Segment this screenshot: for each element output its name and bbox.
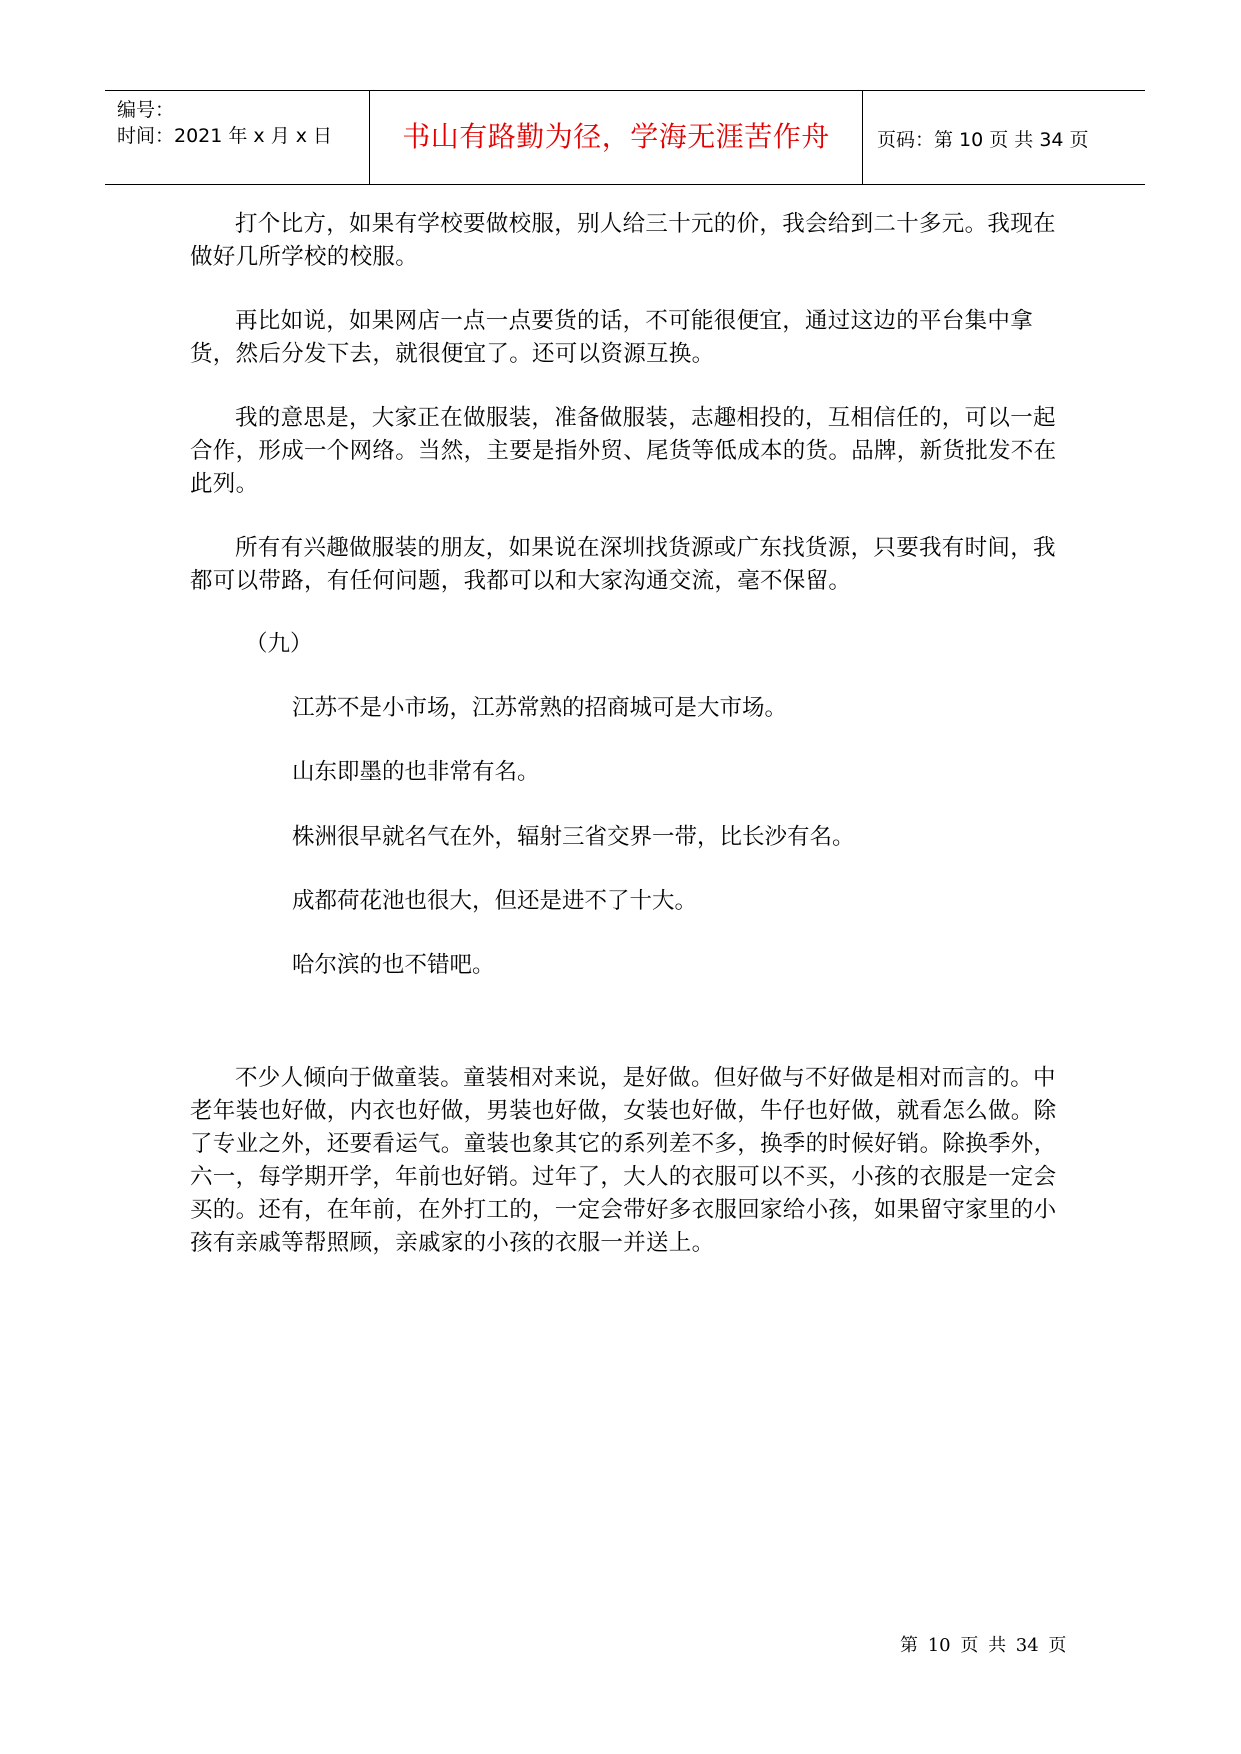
line-3: 株洲很早就名气在外，辐射三省交界一带，比长沙有名。 [292, 824, 855, 850]
paragraph-4: 所有有兴趣做服装的朋友，如果说在深圳找货源或广东找货源，只要我有时间，我都可以带路，有任何问题，我都可以和大家沟通交流，毫不保留。 [190, 535, 1056, 594]
line-2: 山东即墨的也非常有名。 [292, 759, 540, 785]
header-page-code: 页码：第 10 页 共 34 页 [877, 129, 1089, 151]
paragraph-5: 不少人倾向于做童装。童装相对来说，是好做。但好做与不好做是相对而言的。中老年装也好做，内衣也好做，男装也好做，女装也好做，牛仔也好做，就看怎么做。除了专业之外，还要看运气。童装也象其它的系列差不多，换季的时候好销。除换季外，六一，每学期开学，年前也好销。过年了，大人的衣服可以不买，小孩的衣服是一定会买的。还有，在年前，在外打工的，一定会带好多衣服回家给小孩，如果留守家里的小孩有亲戚等帮照顾，亲戚家的小孩的衣服一并送上。 [190, 1065, 1057, 1256]
header-motto: 书山有路勤为径，学海无涯苦作舟 [402, 120, 830, 153]
doc-number-label: 编号： [117, 99, 175, 121]
document-header [105, 90, 1145, 185]
page-footer: 第 10 页 共 34 页 [900, 1635, 1067, 1656]
line-4: 成都荷花池也很大，但还是进不了十大。 [292, 888, 698, 914]
paragraph-2: 再比如说，如果网店一点一点要货的话，不可能很便宜，通过这边的平台集中拿货，然后分发下去，就很便宜了。还可以资源互换。 [190, 308, 1034, 367]
paragraph-1: 打个比方，如果有学校要做校服，别人给三十元的价，我会给到二十多元。我现在做好几所学校的校服。 [190, 211, 1056, 270]
header-right-cell [863, 91, 1145, 184]
line-1: 江苏不是小市场，江苏常熟的招商城可是大市场。 [292, 695, 788, 721]
paragraph-3: 我的意思是，大家正在做服装，准备做服装，志趣相投的，互相信任的，可以一起合作，形成一个网络。当然，主要是指外贸、尾货等低成本的货。品牌，新货批发不在此列。 [190, 405, 1057, 497]
header-left-cell [105, 91, 369, 184]
header-middle-cell [369, 91, 863, 184]
line-5: 哈尔滨的也不错吧。 [292, 952, 495, 978]
doc-time-label: 时间：2021 年 x 月 x 日 [117, 125, 333, 147]
section-heading: （九） [245, 631, 313, 657]
